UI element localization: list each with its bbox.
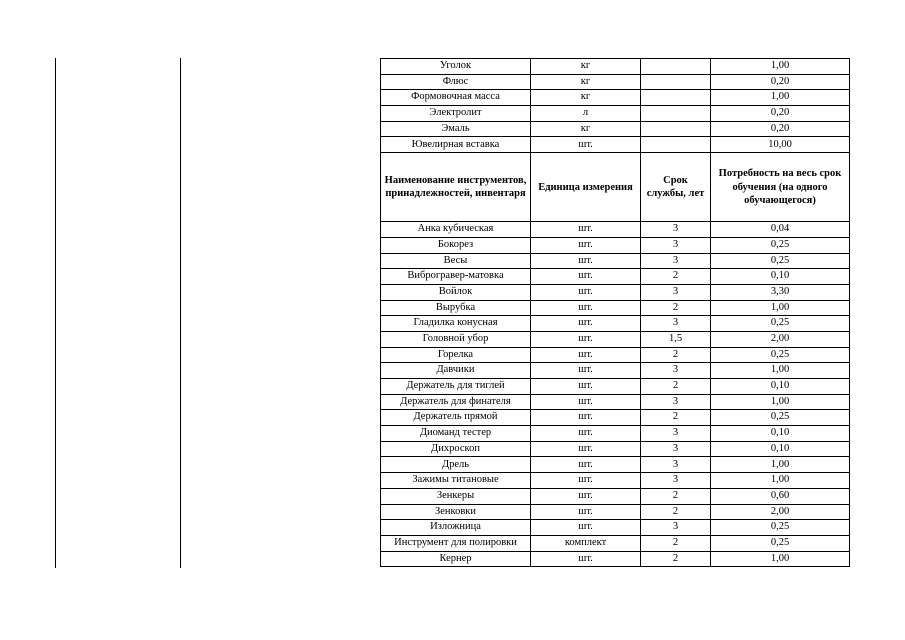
- cell-need: 2,00: [711, 504, 850, 520]
- cell-name: Зенкеры: [381, 488, 531, 504]
- table-row: [381, 379, 850, 395]
- cell-need: 0,25: [711, 520, 850, 536]
- cell-name: Вырубка: [381, 300, 531, 316]
- cell-term: [641, 90, 711, 106]
- cell-unit: шт.: [531, 473, 641, 489]
- cell-need: 1,00: [711, 394, 850, 410]
- cell-term: [641, 137, 711, 153]
- table-row: [381, 457, 850, 473]
- table-row: [381, 300, 850, 316]
- table-row: [381, 316, 850, 332]
- cell-need: 1,00: [711, 363, 850, 379]
- cell-need: 0,25: [711, 347, 850, 363]
- cell-name: Изложница: [381, 520, 531, 536]
- cell-unit: шт.: [531, 520, 641, 536]
- cell-term: 3: [641, 520, 711, 536]
- cell-term: 1,5: [641, 331, 711, 347]
- cell-term: 3: [641, 394, 711, 410]
- cell-term: [641, 121, 711, 137]
- cell-need: 0,20: [711, 74, 850, 90]
- cell-need: 1,00: [711, 473, 850, 489]
- cell-name: Эмаль: [381, 121, 531, 137]
- cell-unit: шт.: [531, 316, 641, 332]
- cell-need: 1,00: [711, 457, 850, 473]
- materials-rows: [381, 59, 850, 153]
- header-unit: Единица измерения: [531, 153, 641, 222]
- cell-name: Формовочная масса: [381, 90, 531, 106]
- cell-name: Виброгравер-матовка: [381, 269, 531, 285]
- cell-unit: шт.: [531, 504, 641, 520]
- cell-name: Держатель прямой: [381, 410, 531, 426]
- cell-need: 0,20: [711, 106, 850, 122]
- cell-need: 1,00: [711, 551, 850, 567]
- header-term: Срок службы, лет: [641, 153, 711, 222]
- cell-unit: шт.: [531, 237, 641, 253]
- cell-need: 0,25: [711, 535, 850, 551]
- cell-unit: шт.: [531, 426, 641, 442]
- table-row: [381, 237, 850, 253]
- cell-term: 2: [641, 347, 711, 363]
- table-row: [381, 520, 850, 536]
- cell-unit: шт.: [531, 379, 641, 395]
- cell-unit: шт.: [531, 331, 641, 347]
- table-header-group: [381, 153, 850, 222]
- table-row: [381, 284, 850, 300]
- cell-unit: шт.: [531, 253, 641, 269]
- cell-name: Головной убор: [381, 331, 531, 347]
- cell-term: [641, 106, 711, 122]
- cell-name: Инструмент для полировки: [381, 535, 531, 551]
- table-row: [381, 106, 850, 122]
- cell-name: Анка кубическая: [381, 222, 531, 238]
- left-margin-rule-2: [180, 58, 181, 568]
- cell-term: 3: [641, 237, 711, 253]
- table-row: [381, 90, 850, 106]
- cell-need: 2,00: [711, 331, 850, 347]
- cell-term: 2: [641, 551, 711, 567]
- cell-name: Флюс: [381, 74, 531, 90]
- cell-name: Зажимы титановые: [381, 473, 531, 489]
- cell-unit: кг: [531, 59, 641, 75]
- cell-term: [641, 74, 711, 90]
- cell-term: 3: [641, 473, 711, 489]
- cell-unit: кг: [531, 121, 641, 137]
- cell-name: Ювелирная вставка: [381, 137, 531, 153]
- cell-term: 3: [641, 441, 711, 457]
- cell-need: 0,20: [711, 121, 850, 137]
- header-need: Потребность на весь срок обучения (на одного обучающегося): [711, 153, 850, 222]
- cell-unit: шт.: [531, 394, 641, 410]
- cell-unit: шт.: [531, 441, 641, 457]
- cell-need: 1,00: [711, 300, 850, 316]
- table-row: [381, 347, 850, 363]
- cell-name: Дрель: [381, 457, 531, 473]
- cell-term: 3: [641, 363, 711, 379]
- cell-name: Гладилка конусная: [381, 316, 531, 332]
- table-row: [381, 331, 850, 347]
- table-row: [381, 410, 850, 426]
- cell-name: Кернер: [381, 551, 531, 567]
- cell-need: 0,25: [711, 253, 850, 269]
- table-row: [381, 535, 850, 551]
- cell-unit: шт.: [531, 410, 641, 426]
- cell-need: 0,10: [711, 269, 850, 285]
- cell-name: Войлок: [381, 284, 531, 300]
- table-row: [381, 137, 850, 153]
- cell-need: 0,04: [711, 222, 850, 238]
- cell-need: 1,00: [711, 59, 850, 75]
- cell-name: Держатель для финателя: [381, 394, 531, 410]
- table-row: [381, 222, 850, 238]
- left-margin-rule-1: [55, 58, 56, 568]
- cell-need: 0,10: [711, 379, 850, 395]
- header-name: Наименование инструментов, принадлежностей, инвентаря: [381, 153, 531, 222]
- cell-unit: шт.: [531, 222, 641, 238]
- table-row: [381, 504, 850, 520]
- cell-term: 2: [641, 488, 711, 504]
- cell-need: 0,25: [711, 410, 850, 426]
- cell-name: Дихроскоп: [381, 441, 531, 457]
- cell-unit: шт.: [531, 284, 641, 300]
- cell-term: 2: [641, 300, 711, 316]
- tools-rows: [381, 222, 850, 567]
- table-row: [381, 426, 850, 442]
- cell-unit: шт.: [531, 137, 641, 153]
- table-row: [381, 473, 850, 489]
- cell-name: Горелка: [381, 347, 531, 363]
- cell-term: 3: [641, 316, 711, 332]
- cell-term: 2: [641, 379, 711, 395]
- cell-term: 3: [641, 284, 711, 300]
- table-row: [381, 59, 850, 75]
- table-row: [381, 363, 850, 379]
- table-row: [381, 253, 850, 269]
- table-row: [381, 394, 850, 410]
- cell-unit: кг: [531, 74, 641, 90]
- cell-unit: кг: [531, 90, 641, 106]
- table-row: [381, 551, 850, 567]
- cell-term: 3: [641, 253, 711, 269]
- cell-unit: шт.: [531, 488, 641, 504]
- cell-term: 2: [641, 535, 711, 551]
- cell-name: Весы: [381, 253, 531, 269]
- cell-name: Зенковки: [381, 504, 531, 520]
- cell-unit: шт.: [531, 300, 641, 316]
- cell-need: 3,30: [711, 284, 850, 300]
- table-row: [381, 121, 850, 137]
- cell-name: Уголок: [381, 59, 531, 75]
- cell-unit: шт.: [531, 347, 641, 363]
- cell-term: [641, 59, 711, 75]
- cell-unit: шт.: [531, 551, 641, 567]
- cell-term: 2: [641, 269, 711, 285]
- table-row: [381, 269, 850, 285]
- cell-name: Электролит: [381, 106, 531, 122]
- cell-need: 0,10: [711, 441, 850, 457]
- cell-name: Давчики: [381, 363, 531, 379]
- cell-need: 0,10: [711, 426, 850, 442]
- cell-term: 3: [641, 426, 711, 442]
- cell-term: 3: [641, 222, 711, 238]
- cell-name: Держатель для тиглей: [381, 379, 531, 395]
- table-row: [381, 488, 850, 504]
- cell-need: 0,25: [711, 237, 850, 253]
- cell-unit: шт.: [531, 457, 641, 473]
- cell-need: 1,00: [711, 90, 850, 106]
- table-header-row: [381, 153, 850, 222]
- cell-unit: л: [531, 106, 641, 122]
- cell-unit: комплект: [531, 535, 641, 551]
- cell-term: 2: [641, 410, 711, 426]
- inventory-table: [380, 58, 850, 567]
- cell-term: 3: [641, 457, 711, 473]
- cell-need: 10,00: [711, 137, 850, 153]
- cell-name: Бокорез: [381, 237, 531, 253]
- cell-term: 2: [641, 504, 711, 520]
- cell-name: Диоманд тестер: [381, 426, 531, 442]
- cell-unit: шт.: [531, 269, 641, 285]
- cell-need: 0,25: [711, 316, 850, 332]
- cell-need: 0,60: [711, 488, 850, 504]
- cell-unit: шт.: [531, 363, 641, 379]
- table-row: [381, 74, 850, 90]
- table-row: [381, 441, 850, 457]
